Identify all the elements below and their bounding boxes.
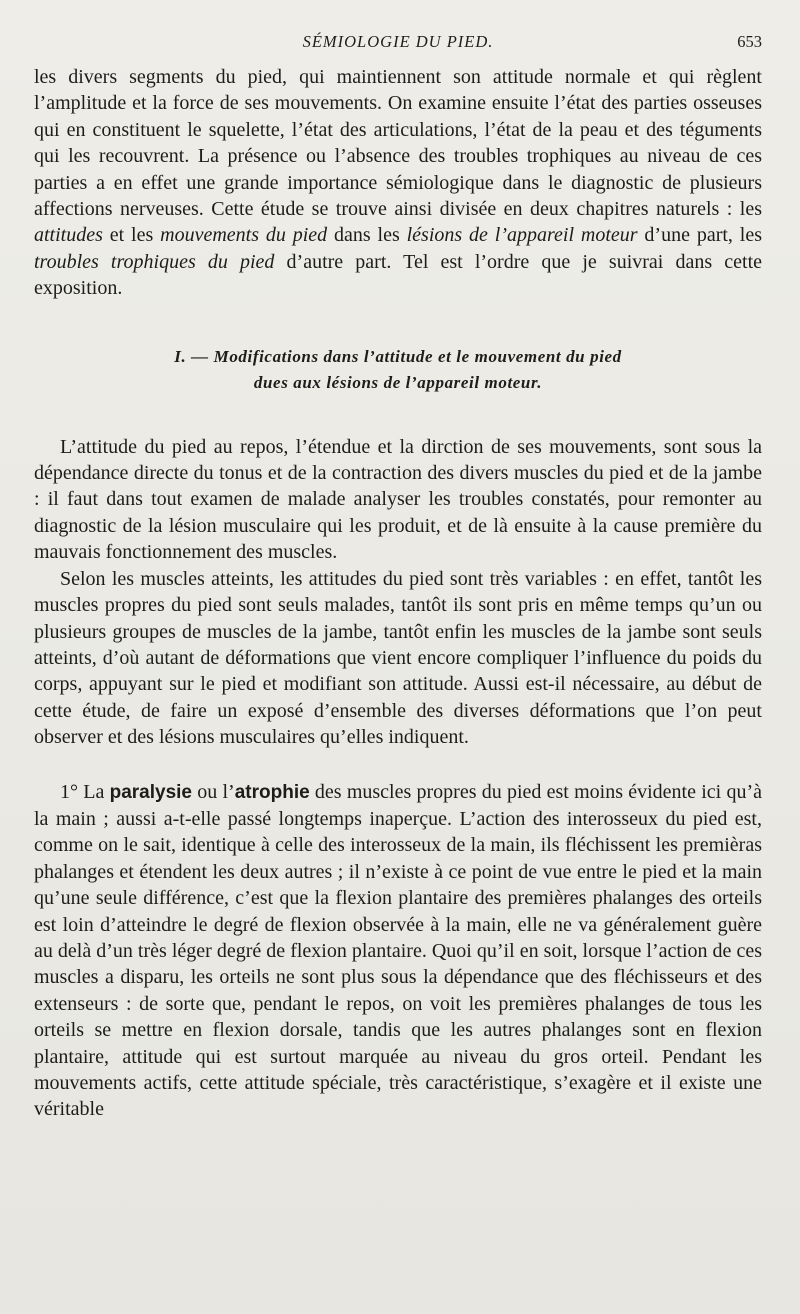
intro-emphasis-attitudes: attitudes xyxy=(34,224,103,247)
running-head xyxy=(34,28,762,64)
page-number: 653 xyxy=(737,32,762,51)
paragraph-selon-les-muscles: Selon les muscles atteints, les attitudes du pied sont très variables : en effet, tantôt les muscles propres du pied sont seuls malades, tantôt ils sont pris en même temps qu’un ou plusieurs groupes de muscles de la jambe, tantôt enfin les muscles de la jambe sont seuls atteints, d’où autant de déformations que vient encore compliquer l’influence du poids du corps, appuyant sur le pied et modifiant son attitude. Aussi est-il nécessaire, au début de cette étude, de faire un exposé d’ensemble des diverses déformations que l’on peut observer et des lésions musculaires qu’elles indiquent. xyxy=(34,567,762,749)
paralysie-lead: 1° La xyxy=(60,780,110,803)
term-atrophie: atrophie xyxy=(234,781,310,803)
section-heading xyxy=(34,344,762,396)
intro-text-5: d’autre part. Tel est l’ordre que je suivrai dans cette exposition. xyxy=(34,250,762,300)
paragraph-attitude-du-pied: L’attitude du pied au repos, l’étendue et la dirction de ses mouvements, sont sous la dépendance directe du tonus et de la contraction des divers muscles du pied et de la jambe : il faut dans tout examen de malade analyser les troubles constatés, pour remonter au diagnostic de la lésion musculaire qui les produit, et de là ensuite à la cause première du mauvais fonctionnement des muscles. xyxy=(34,435,762,564)
intro-text-3: dans les xyxy=(327,224,407,247)
intro-paragraph xyxy=(34,64,762,302)
intro-emphasis-lesions: lésions de l’appareil moteur xyxy=(406,224,638,247)
intro-text-2: et les xyxy=(102,224,161,247)
running-title: SÉMIOLOGIE DU PIED. xyxy=(302,32,494,51)
paralysie-mid: ou l’ xyxy=(192,780,235,803)
paragraph-paralysie xyxy=(34,779,762,1123)
intro-text-1: les divers segments du pied, qui maintiennent son attitude normale et qui règlent l’amplitude et la force de ses mouvements. On examine ensuite l’état des parties osseuses qui en constituent le squelette, l’état des articulations, l’état de la peau et des téguments qui les recouvrent. La présence ou l’absence des troubles trophiques au niveau de ces parties a en effet une grande importance sémiologique dans le diagnostic de plusieurs affections nerveuses. Cette étude se trouve ainsi divisée en deux chapitres naturels : les xyxy=(34,66,762,221)
intro-text-4: d’une part, les xyxy=(637,224,762,247)
intro-emphasis-mouvements: mouvements du pied xyxy=(160,224,328,247)
paralysie-rest: des muscles propres du pied est moins évidente ici qu’à la main ; aussi a-t-elle passé longtemps inaperçue. L’action des interosseux du pied est, comme on le sait, identique à celle des interosseux de la main, ils fléchissent les premièras phalanges et étendent les deux autres ; il n’existe à ce point de vue entre le pied et la main qu’une seule différence, c’est que la flexion plantaire des premières phalanges des orteils est loin d’atteindre le degré de flexion observée à la main, elle ne va généralement guère au delà d’un très léger degré de flexion plantaire. Quoi qu’il en soit, lorsque l’action de ces muscles a disparu, les orteils ne sont plus sous la dépendance que des fléchisseurs et des extenseurs : de sorte que, pendant le repos, on voit les premières phalanges de tous les orteils se mettre en flexion dorsale, tandis que les autres phalanges sont en flexion plantaire, attitude qui est surtout marquée au niveau du gros orteil. Pendant les mouvements actifs, cette attitude spéciale, très caractéristique, s’exagère et il existe une véritable xyxy=(34,780,763,1121)
section-heading-line-1: I. — Modifications dans l’attitude et le mouvement du pied xyxy=(174,346,622,366)
term-paralysie: paralysie xyxy=(109,781,192,803)
section-heading-line-2: dues aux lésions de l’appareil moteur. xyxy=(253,372,543,392)
intro-emphasis-troubles: troubles trophiques du pied xyxy=(34,250,275,273)
